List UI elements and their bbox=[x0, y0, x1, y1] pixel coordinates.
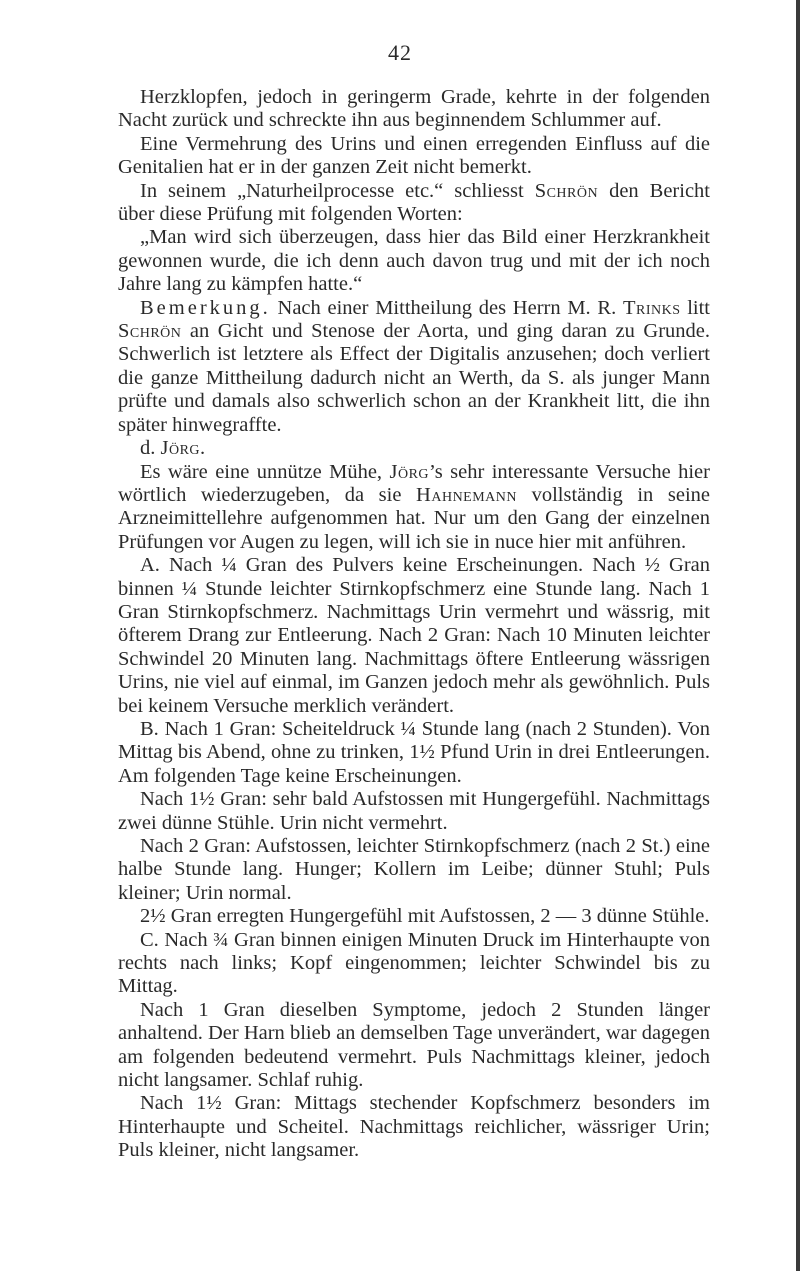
author-name: Trinks bbox=[622, 296, 681, 319]
paragraph bbox=[118, 180, 710, 227]
author-name: Hahnemann bbox=[416, 483, 518, 506]
paragraph: Nach 2 Gran: Aufstossen, leichter Stirnkopfschmerz (nach 2 St.) eine halbe Stunde lang. Hunger; Kollern im Leibe; dünner Stuhl; Puls kleiner; Urin normal. bbox=[118, 835, 710, 904]
paragraph: 2½ Gran erregten Hungergefühl mit Aufstossen, 2 — 3 dünne Stühle. bbox=[140, 905, 710, 928]
paragraph: A. Nach ¼ Gran des Pulvers keine Erscheinungen. Nach ½ Gran binnen ¼ Stunde leichter Stirnkopfschmerz eine Stunde lang. Nach 1 Gran Stirnkopfschmerz. Nachmittags Urin vermehrt und wässrig, mit öfterem Drang zur Entleerung. Nach 2 Gran: Nach 10 Minuten leichter Schwindel 20 Minuten lang. Nachmittags öftere Entleerung wässrigen Urins, nie viel auf einmal, im Ganzen jedoch mehr als gewöhnlich. Puls bei keinem Versuche merklich verändert. bbox=[118, 554, 710, 717]
page-number: 42 bbox=[388, 40, 412, 65]
text-run: vollständig in seine Arzneimittellehre aufgenommen hat. Nur um den Gang der einzelnen Prüfungen vor Augen zu legen, will ich sie in nuce hier mit anführen. bbox=[118, 483, 710, 553]
section-heading bbox=[118, 437, 710, 460]
text-run: ’s sehr interessante Versuche hier wörtlich wiederzugeben, da sie bbox=[118, 460, 710, 506]
author-name: Jörg. bbox=[160, 437, 206, 460]
author-name: Schrön bbox=[118, 320, 182, 343]
paragraph: Herzklopfen, jedoch in geringerm Grade, kehrte in der folgenden Nacht zurück und schreckte ihn aus beginnendem Schlummer auf. bbox=[118, 86, 710, 132]
text-run: Es wäre eine unnütze Mühe, bbox=[140, 460, 390, 483]
paragraph bbox=[118, 461, 710, 555]
text-run: Nach einer Mittheilung des Herrn M. R. bbox=[270, 296, 623, 319]
body-text bbox=[118, 86, 710, 1163]
text-run: In seinem „Naturheilprocesse etc.“ schliesst bbox=[140, 179, 535, 202]
quotation: „Man wird sich überzeugen, dass hier das Bild einer Herzkrankheit gewonnen wurde, die ich denn auch davon trug und mit der ich noch Jahre lang zu kämpfen hatte.“ bbox=[118, 226, 710, 296]
paragraph: B. Nach 1 Gran: Scheiteldruck ¼ Stunde lang (nach 2 Stunden). Von Mittag bis Abend, ohne zu trinken, 1½ Pfund Urin in drei Entleerungen. Am folgenden Tage keine Erscheinungen. bbox=[118, 717, 710, 787]
paragraph: Nach 1 Gran dieselben Symptome, jedoch 2 Stunden länger anhaltend. Der Harn blieb an demselben Tage unverändert, war dagegen am folgenden bedeutend vermehrt. Puls Nachmittags kleiner, jedoch nicht langsamer. Schlaf ruhig. bbox=[118, 998, 710, 1092]
author-name: Schrön bbox=[534, 179, 599, 202]
text-run: d. bbox=[140, 437, 161, 460]
author-name: Jörg bbox=[389, 460, 430, 483]
text-run: litt bbox=[680, 296, 710, 319]
page-edge-shadow bbox=[796, 0, 800, 1271]
paragraph: Eine Vermehrung des Urins und einen erregenden Einfluss auf die Genitalien hat er in der ganzen Zeit nicht bemerkt. bbox=[118, 132, 710, 179]
paragraph: C. Nach ¾ Gran binnen einigen Minuten Druck im Hinterhaupte von rechts nach links; Kopf eingenommen; leichter Schwindel bis zu Mittag. bbox=[118, 928, 710, 998]
remark-heading: Bemerkung. bbox=[140, 296, 271, 319]
remark-paragraph bbox=[118, 297, 710, 437]
text-run: an Gicht und Stenose der Aorta, und ging daran zu Grunde. Schwerlich ist letztere als Effect der Digitalis anzusehen; doch verliert die ganze Mittheilung dadurch nicht an Werth, da S. als junger Mann prüfte und damals also schwerlich schon an der Krankheit litt, die ihn später hinwegraffte. bbox=[118, 320, 710, 436]
paragraph: Nach 1½ Gran: Mittags stechender Kopfschmerz besonders im Hinterhaupte und Scheitel. Nachmittags reichlicher, wässriger Urin; Puls kleiner, nicht langsamer. bbox=[118, 1092, 710, 1162]
text-run: den Bericht über diese Prüfung mit folgenden Worten: bbox=[118, 179, 710, 226]
paragraph: Nach 1½ Gran: sehr bald Aufstossen mit Hungergefühl. Nachmittags zwei dünne Stühle. Urin nicht vermehrt. bbox=[118, 788, 710, 834]
